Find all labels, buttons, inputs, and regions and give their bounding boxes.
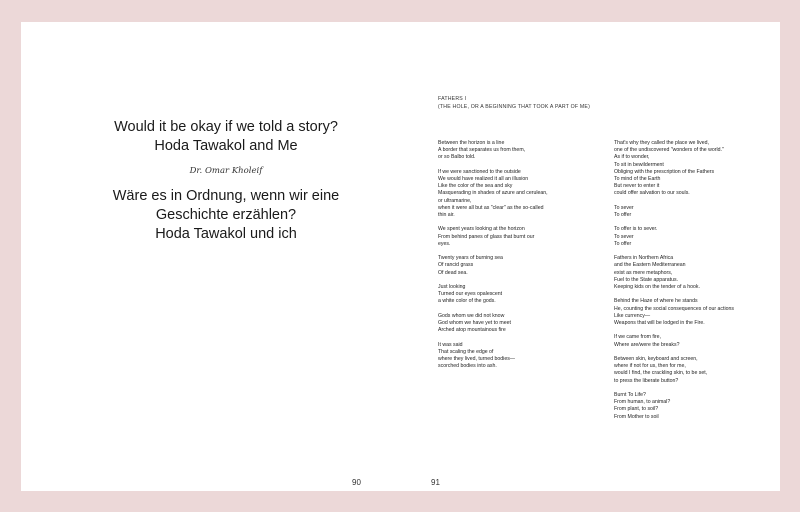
poem-stanza: Twenty years of burning sea Of rancid grass Of dead sea. — [438, 255, 503, 276]
page-number-left: 90 — [352, 478, 361, 487]
title-english: Would it be okay if we told a story? Hoda Tawakol and Me — [114, 119, 338, 154]
poem-stanza: To offer is to sever. To sever To offer — [614, 226, 658, 247]
poem-stanza: Fathers in Northern Africa and the Eastern Mediterranean exist as mere metaphors, Fuel to the State apparatus. Keeping kids on the tender of a hook. — [614, 255, 700, 291]
poem-column-right — [614, 140, 764, 428]
poem-stanza: Between skin, keyboard and screen, where if not for us, then for me, would I find, the crackling skin, to be set, to press the liberate button? — [614, 356, 708, 384]
poem-stanza: Between the horizon is a line A border that separates us from them, or so Balbo told. — [438, 140, 526, 161]
book-spread — [21, 22, 780, 491]
poem-stanza: Just looking Turned our eyes opalescent a white color of the gods. — [438, 284, 503, 305]
poem-stanza: Behind the Haze of where he stands He, counting the social consequences of our actions Like currency— Weapons that will be lodged in the Fire. — [614, 298, 734, 327]
poem-stanza: To sever To offer — [614, 204, 634, 219]
poem-stanza: Burnt To Life? From human, to animal? From plant, to soil? From Mother to soil — [614, 392, 671, 420]
left-page — [21, 22, 400, 491]
poem-stanza: It was said That scaling the edge of where they lived, turned bodies— scorched bodies into ash. — [438, 341, 515, 370]
essay-title-block — [76, 118, 376, 244]
title-german: Wäre es in Ordnung, wenn wir eine Geschichte erzählen? Hoda Tawakol und ich — [112, 188, 340, 242]
poem-heading — [438, 95, 590, 111]
page-number-right: 91 — [431, 478, 440, 487]
poem-stanza: We spent years looking at the horizon From behind panes of glass that burnt our eyes. — [438, 226, 535, 247]
poem-column-left — [438, 140, 588, 378]
poem-heading-line1: FATHERS I — [438, 96, 467, 102]
poem-stanza: If we came from fire, Where are/were the breaks? — [614, 334, 680, 348]
author-name: Dr. Omar Kholeif — [189, 166, 263, 176]
poem-stanza: That's why they called the place we lived, one of the undiscovered "wonders of the world." As if to wonder, To sit in bewilderment Obliging with the prescription of the Fathers To mind of the Earth But never to enter it could offer salvation to our souls. — [614, 140, 724, 197]
poem-stanza: If we were sanctioned to the outside We would have realized it all an illusion Like the color of the sea and sky Masquerading in shades of azure and cerulean, or ultramarine, when it were all but as "clear" as the so-called thin air. — [438, 168, 548, 219]
poem-stanza: Gods whom we did not know God whom we have yet to meet Arched atop mountainous fire — [438, 312, 511, 334]
poem-heading-line2: (THE HOLE, OR A BEGINNING THAT TOOK A PART OF ME) — [438, 104, 591, 110]
